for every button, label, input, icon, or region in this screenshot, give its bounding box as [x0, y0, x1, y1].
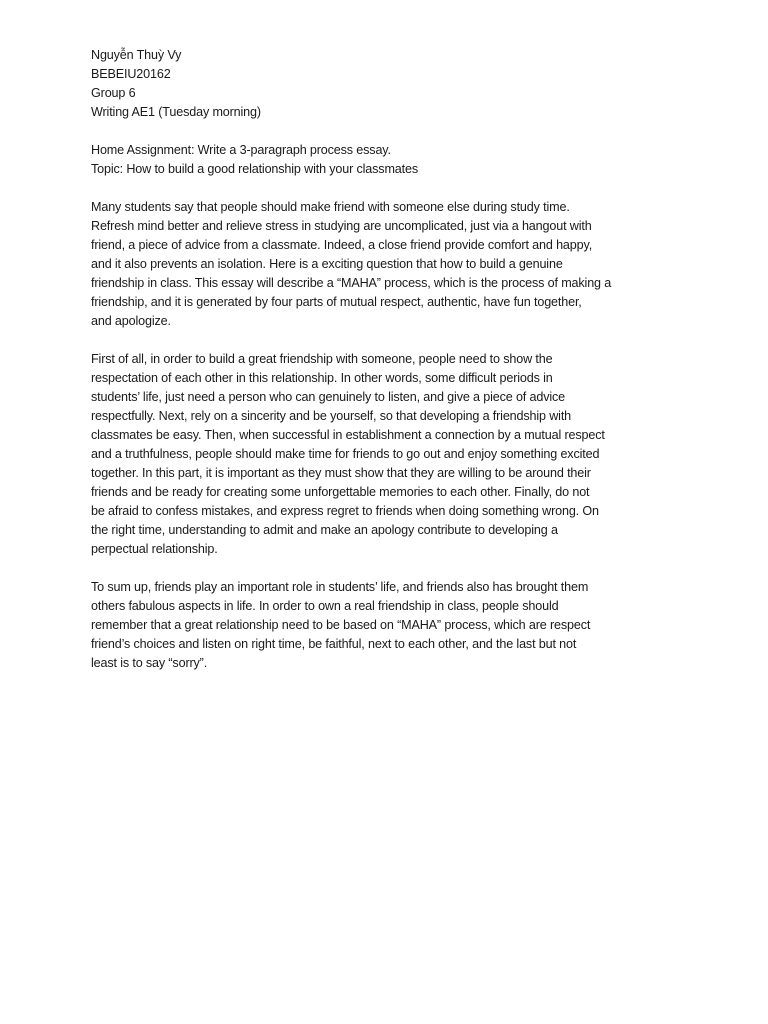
paragraph-line: perpectual relationship. — [91, 542, 218, 556]
paragraph-line: and a truthfulness, people should make time for friends to go out and enjoy something excited — [91, 447, 600, 461]
document-body — [91, 46, 681, 692]
paragraph-line: respectation of each other in this relationship. In other words, some difficult periods in — [91, 371, 553, 385]
paragraph-line: friendship in class. This essay will describe a “MAHA” process, which is the process of making a — [91, 276, 612, 290]
essay-topic: Topic: How to build a good relationship with your classmates — [91, 162, 419, 176]
paragraph-line: and it also prevents an isolation. Here is a exciting question that how to build a genuine — [91, 257, 563, 271]
home-assignment: Home Assignment: Write a 3-paragraph process essay. — [91, 143, 391, 157]
class-name: Writing AE1 (Tuesday morning) — [91, 105, 261, 119]
student-header — [91, 46, 681, 122]
paragraph-line: and apologize. — [91, 314, 171, 328]
student-name: Nguyễn Thuỳ Vy — [91, 48, 182, 62]
body-paragraph — [91, 350, 681, 559]
student-group: Group 6 — [91, 86, 136, 100]
paragraph-line: be afraid to confess mistakes, and express regret to friends when doing something wrong. On — [91, 504, 599, 518]
paragraph-line: To sum up, friends play an important role in students’ life, and friends also has brought them — [91, 580, 589, 594]
paragraph-line: friend’s choices and listen on right time, be faithful, next to each other, and the last but not — [91, 637, 577, 651]
paragraph-line: friends and be ready for creating some unforgettable memories to each other. Finally, do not — [91, 485, 590, 499]
paragraph-line: the right time, understanding to admit and make an apology contribute to developing a — [91, 523, 558, 537]
paragraph-line: friend, a piece of advice from a classmate. Indeed, a close friend provide comfort and happy, — [91, 238, 593, 252]
paragraph-line: least is to say “sorry”. — [91, 656, 208, 670]
paragraph-line: remember that a great relationship need to be based on “MAHA” process, which are respect — [91, 618, 591, 632]
paragraph-line: students’ life, just need a person who can genuinely to listen, and give a piece of advice — [91, 390, 566, 404]
paragraph-line: Many students say that people should make friend with someone else during study time. — [91, 200, 570, 214]
paragraph-line: First of all, in order to build a great friendship with someone, people need to show the — [91, 352, 553, 366]
conclusion-paragraph — [91, 578, 681, 673]
paragraph-line: friendship, and it is generated by four parts of mutual respect, authentic, have fun together, — [91, 295, 582, 309]
paragraph-line: together. In this part, it is important as they must show that they are willing to be around their — [91, 466, 591, 480]
paragraph-line: others fabulous aspects in life. In order to own a real friendship in class, people should — [91, 599, 559, 613]
student-id: BEBEIU20162 — [91, 67, 171, 81]
paragraph-line: Refresh mind better and relieve stress in studying are uncomplicated, just via a hangout with — [91, 219, 592, 233]
paragraph-line: classmates be easy. Then, when successful in establishment a connection by a mutual respect — [91, 428, 605, 442]
introduction-paragraph — [91, 198, 681, 331]
assignment-info — [91, 141, 681, 179]
paragraph-line: respectfully. Next, rely on a sincerity and be yourself, so that developing a friendship with — [91, 409, 572, 423]
